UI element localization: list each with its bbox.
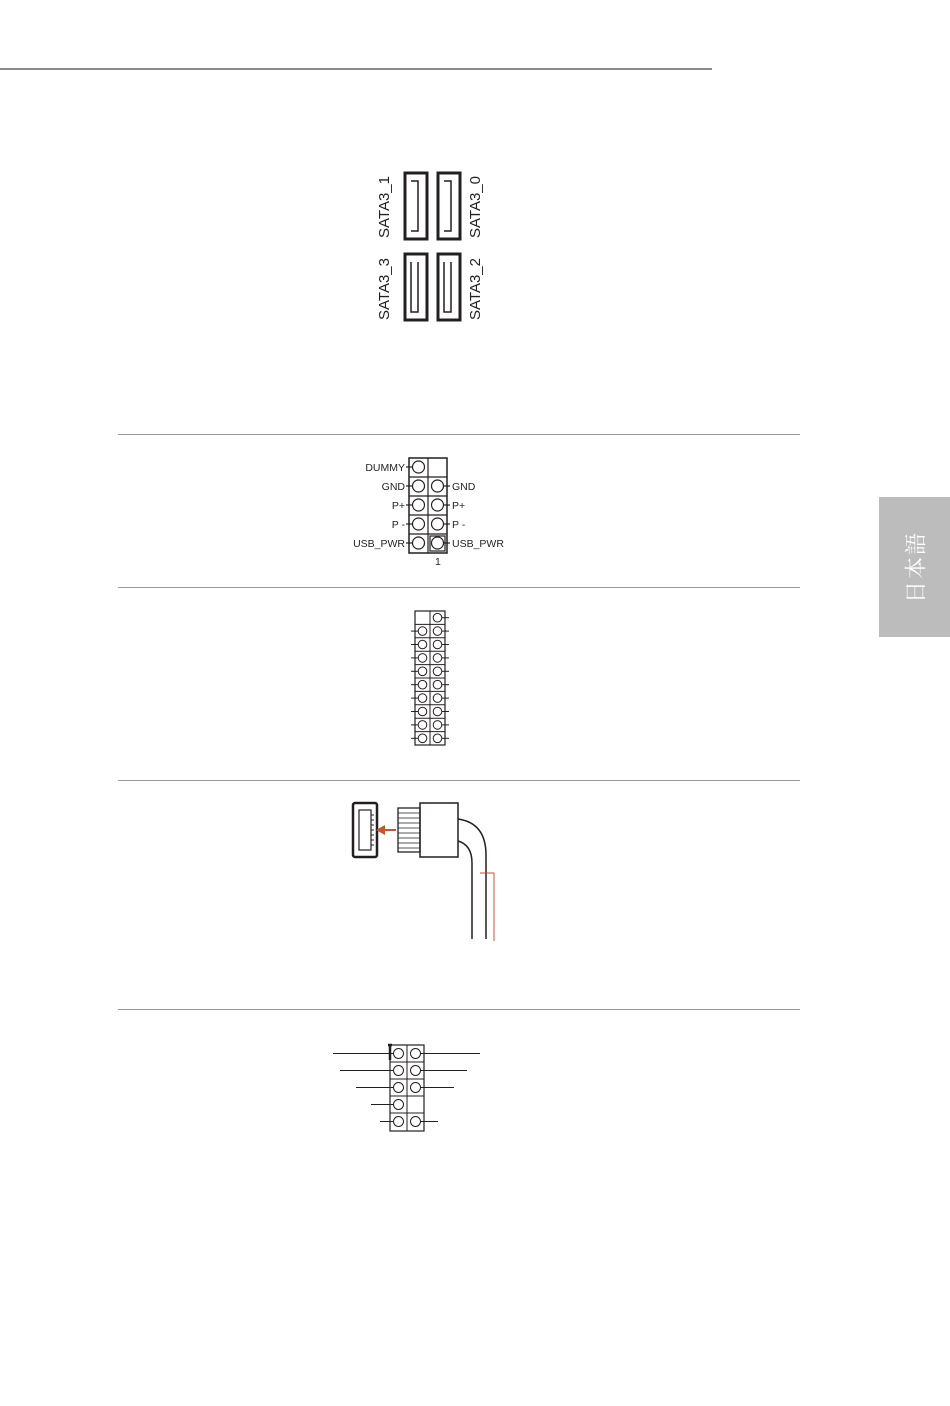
section-rule-4 — [118, 1009, 800, 1010]
audio-header-diagram — [330, 1040, 490, 1140]
usb2-header-diagram — [330, 452, 530, 572]
usb3-pin — [433, 734, 442, 743]
usb3-pin — [418, 707, 427, 716]
sata3-2-port — [438, 254, 460, 320]
usb3-header-svg — [400, 608, 460, 750]
usb3-pin — [418, 640, 427, 649]
sata-ports-svg — [0, 0, 950, 340]
insert-arrow-icon — [376, 825, 396, 835]
section-rule-1 — [118, 434, 800, 435]
usb2-left-label-dummy: DUMMY — [365, 462, 405, 474]
sata3-0-label: SATA3_0 — [467, 176, 484, 238]
sata3-1-label: SATA3_1 — [376, 176, 393, 238]
sata3-2-label: SATA3_2 — [467, 258, 484, 320]
usb3-pin — [433, 667, 442, 676]
language-tab[interactable] — [879, 497, 950, 637]
usb3-pin — [433, 640, 442, 649]
typec-connector-svg — [340, 795, 510, 945]
usb3-pin — [433, 627, 442, 636]
usb3-pin — [433, 707, 442, 716]
usb3-pin — [433, 721, 442, 730]
audio-header-svg — [330, 1040, 490, 1140]
usb3-pin — [418, 654, 427, 663]
section-rule-2 — [118, 587, 800, 588]
usb3-pin — [433, 613, 442, 622]
usb2-right-label-pplus: P+ — [452, 500, 466, 512]
section-rule-3 — [118, 780, 800, 781]
usb3-pin — [418, 721, 427, 730]
sata3-3-label: SATA3_3 — [376, 258, 393, 320]
usb2-left-label-pplus: P+ — [391, 500, 405, 512]
usb3-header-diagram — [400, 608, 460, 750]
usb2-header-svg — [330, 452, 530, 572]
usb2-right-label-gnd: GND — [452, 481, 476, 493]
usb3-pin — [433, 680, 442, 689]
usb3-pin — [433, 694, 442, 703]
usb3-pin — [418, 667, 427, 676]
usb3-pin — [418, 734, 427, 743]
usb3-pin — [418, 627, 427, 636]
usb2-left-label-gnd: GND — [381, 481, 405, 493]
usb3-pin — [418, 680, 427, 689]
sata3-0-port — [438, 173, 460, 239]
usb2-right-label-usbpwr: USB_PWR — [452, 538, 504, 550]
usb2-left-label-pminus: P - — [391, 519, 405, 531]
typec-connector-diagram — [340, 795, 510, 945]
sata-connectors-diagram — [0, 0, 950, 340]
sata3-1-port — [405, 173, 427, 239]
sata3-3-port — [405, 254, 427, 320]
language-tab-label: 日本語 — [904, 530, 929, 604]
usb3-pin — [418, 694, 427, 703]
usb2-pin-one-label: 1 — [435, 556, 441, 568]
usb2-left-label-usbpwr: USB_PWR — [353, 538, 405, 550]
usb3-pin — [433, 654, 442, 663]
usb2-right-label-pminus: P - — [452, 519, 466, 531]
